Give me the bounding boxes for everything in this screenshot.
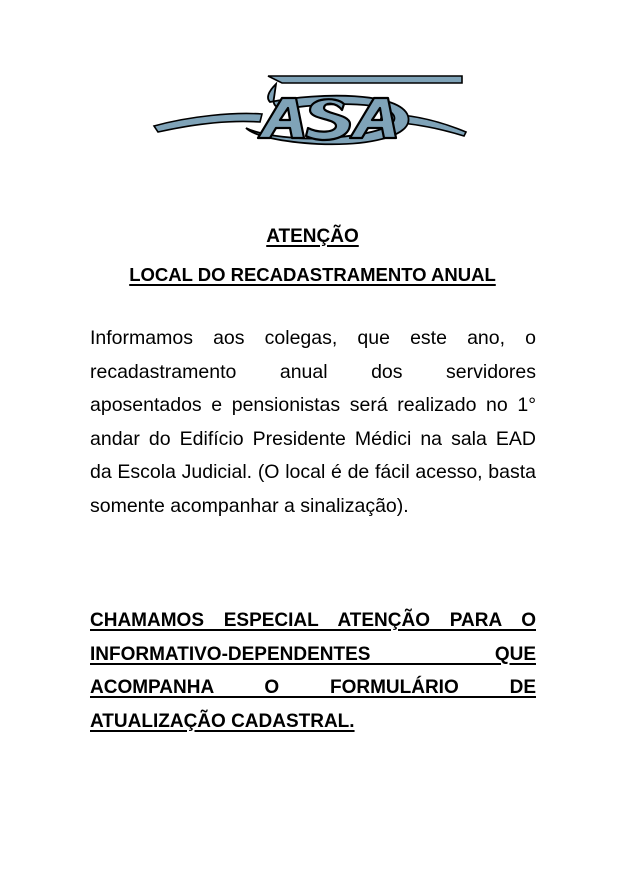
asa-logo [150, 62, 468, 150]
body-paragraph: Informamos aos colegas, que este ano, o recadastramento anual dos servidores aposentados e pensionistas será realizado no 1° andar do Edifício Presidente Médici na sala EAD da Escola Judicial. (O local é de fácil acesso, basta somente acompanhar a sinalização). [90, 327, 536, 517]
logo-swoosh-left [154, 114, 262, 133]
notice-paragraph: CHAMAMOS ESPECIAL ATENÇÃO PARA O INFORMATIVO-DEPENDENTES QUE ACOMPANHA O FORMULÁRIO DE ATUALIZAÇÃO CADASTRAL. [90, 610, 536, 732]
heading-location: LOCAL DO RECADASTRAMENTO ANUAL [129, 264, 496, 285]
heading-attention: ATENÇÃO [266, 226, 359, 247]
logo-numeral-bar [268, 76, 462, 83]
asa-logo-graphic [150, 62, 468, 150]
